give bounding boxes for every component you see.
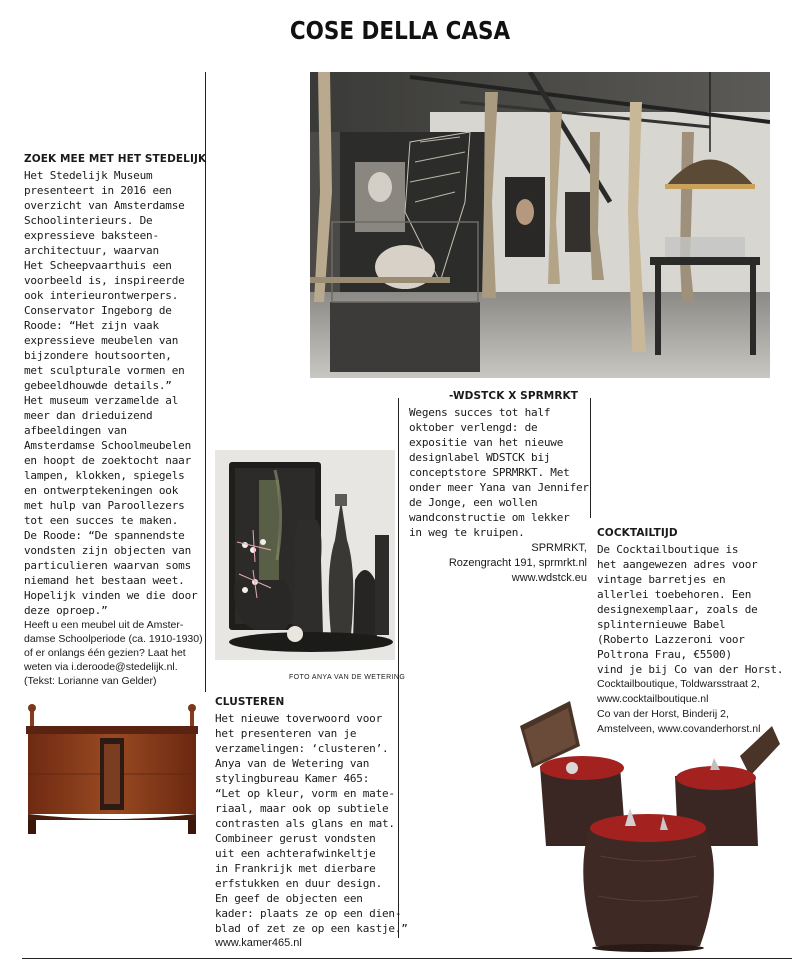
stedelijk-body: Het Stedelijk Museum presenteert in 2016 een overzicht van Amsterdamse Schoolinterieurs. De expressieve baksteen- architectuur, waarvan Het Scheepvaarthuis een voorbeeld is, inspireerde ook interieurontwerpers. Conservator Ingeborg de Roode: “Het zijn vaak expressieve meubelen van bijzondere houtsoorten, met sculpturale vormen en gebeeldhouwde details.” Het museum verzamelde al meer dan drieduizend afbeeldingen van Amsterdamse Schoolmeubelen en hoopt de zoektocht naar lampen, klokken, spiegels en ontwerptekeningen ook met hulp van Paroollezers tot een succes te maken. De Roode: “De spannendste vondsten zijn objecten van particulieren waarvan soms niemand het bestaan weet. Hopelijk vinden we die door deze oproep.” [24, 169, 198, 617]
cocktail-heading: COCKTAILTIJD [597, 527, 678, 539]
wdstck-address: SPRMRKT, Rozengracht 191, sprmrkt.nl www.wdstck.eu [448, 542, 587, 584]
stedelijk-footer: Heeft u een meubel uit de Amster- damse Schoolperiode (ca. 1910-1930) of er onlangs één gezien? Laat het weten via i.deroode@stedelijk.nl. (Tekst: Lorianne van Gelder) [24, 619, 203, 687]
wdstck-heading: -WDSTCK X SPRMRKT [449, 390, 579, 402]
exhibition-photo [310, 72, 770, 378]
column-divider-left [205, 72, 206, 692]
page-bottom-rule [22, 958, 792, 959]
stedelijk-heading: ZOEK MEE MET HET STEDELIJK [24, 153, 207, 165]
clusteren-url: www.kamer465.nl [215, 937, 302, 949]
cocktail-address: Cocktailboutique, Toldwarsstraat 2, www.cocktailboutique.nl Co van der Horst, Binderij 2, Amstelveen, www.covanderhorst.nl [597, 678, 761, 735]
wdstck-body: Wegens succes tot half oktober verlengd: de expositie van het nieuwe designlabel WDSTCK bij conceptstore SPRMRKT. Met onder meer Yana van Jennifer de Jonge, een wollen wandconstructie om lekker in weg te kruipen. [409, 406, 589, 539]
clusteren-photo-credit: FOTO ANYA VAN DE WETERING [289, 674, 406, 681]
cocktail-body: De Cocktailboutique is het aangewezen adres voor vintage barretjes en allerlei toebehoren. Een designexemplaar, zoals de splinternieuwe Babel (Roberto Lazzeroni voor Poltrona Frau, €5500) vind je bij Co van der Horst. [597, 543, 784, 676]
clusteren-heading: CLUSTEREN [215, 696, 285, 708]
clusteren-body: Het nieuwe toverwoord voor het presenteren van je verzamelingen: ‘clusteren’. Anya van de Wetering van stylingbureau Kamer 465: “Let op kleur, vorm en mate- riaal, maar ook op subtiele contrasten als glans en mat. Combineer gerust vondsten uit een achterafwinkeltje in Frankrijk met dierbare erfstukken en duur design. En geef de objecten een kader: plaats ze op een dien- blad of zet ze op een kastje.” [215, 712, 408, 935]
page-title: COSE DELLA CASA [289, 16, 511, 45]
art-deco-cabinet-photo [22, 698, 202, 838]
vase-cluster-photo [215, 450, 395, 660]
babel-bar-cabinet-photo [510, 696, 790, 952]
column-divider-right [590, 398, 591, 518]
